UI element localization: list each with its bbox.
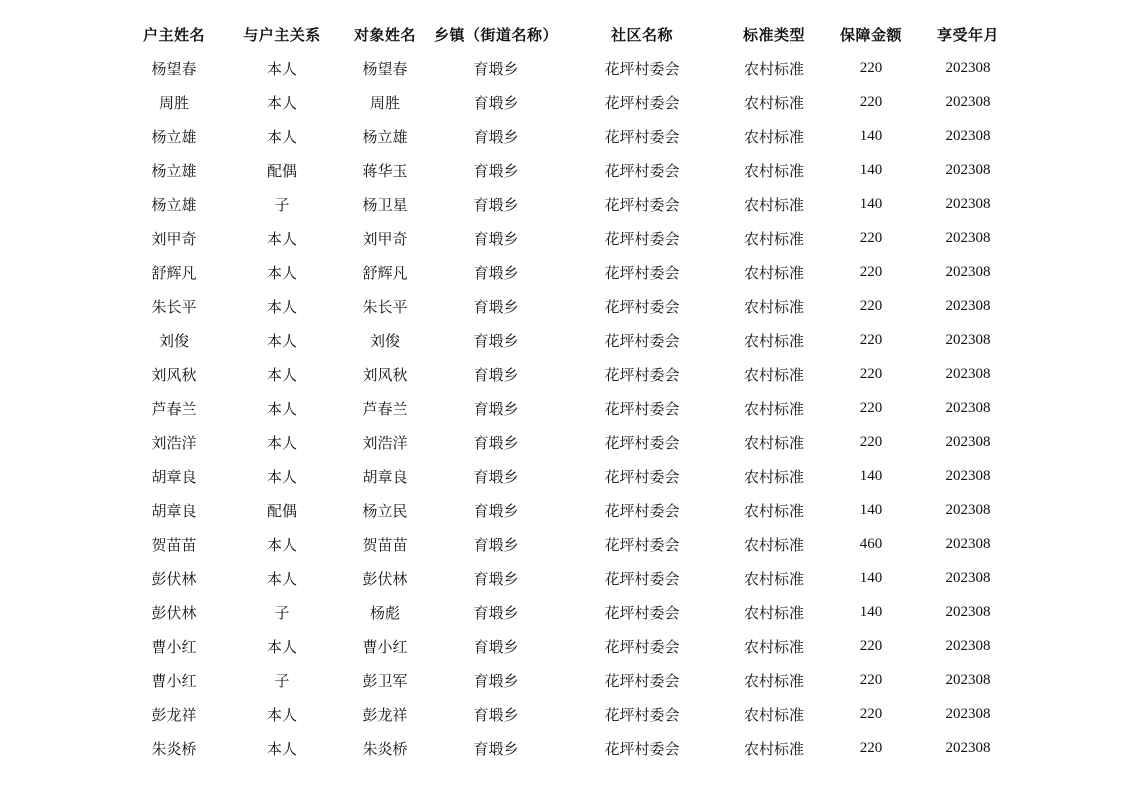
cell-community: 花坪村委会: [604, 637, 680, 656]
cell-amount: 140: [859, 161, 883, 178]
cell-month: 202308: [945, 195, 991, 212]
cell-standard-type: 农村标准: [744, 263, 805, 282]
cell-month: 202308: [945, 365, 991, 382]
cell-community: 花坪村委会: [604, 535, 680, 554]
cell-amount: 220: [859, 331, 883, 348]
table-row: [120, 357, 1016, 391]
table-row: [120, 153, 1016, 187]
cell-standard-type: 农村标准: [744, 59, 805, 78]
cell-relationship: 本人: [266, 467, 297, 486]
cell-township: 育塅乡: [473, 569, 519, 588]
cell-month: 202308: [945, 671, 991, 688]
cell-community: 花坪村委会: [604, 501, 680, 520]
cell-recipient-name: 刘风秋: [362, 365, 408, 384]
cell-recipient-name: 朱长平: [362, 297, 408, 316]
cell-household-head: 彭龙祥: [151, 705, 197, 724]
cell-township: 育塅乡: [473, 501, 519, 520]
cell-month: 202308: [945, 263, 991, 280]
cell-standard-type: 农村标准: [744, 229, 805, 248]
cell-community: 花坪村委会: [604, 331, 680, 350]
cell-relationship: 本人: [266, 93, 297, 112]
cell-amount: 220: [859, 263, 883, 280]
cell-township: 育塅乡: [473, 195, 519, 214]
cell-recipient-name: 彭卫军: [362, 671, 408, 690]
cell-amount: 220: [859, 93, 883, 110]
cell-household-head: 胡章良: [151, 467, 197, 486]
cell-relationship: 配偶: [266, 161, 297, 180]
cell-township: 育塅乡: [473, 161, 519, 180]
cell-household-head: 曹小红: [151, 671, 197, 690]
cell-amount: 220: [859, 297, 883, 314]
cell-community: 花坪村委会: [604, 93, 680, 112]
cell-household-head: 杨立雄: [151, 195, 197, 214]
cell-standard-type: 农村标准: [744, 433, 805, 452]
cell-relationship: 本人: [266, 263, 297, 282]
cell-recipient-name: 芦春兰: [362, 399, 408, 418]
cell-month: 202308: [945, 93, 991, 110]
cell-recipient-name: 杨卫星: [362, 195, 408, 214]
cell-community: 花坪村委会: [604, 161, 680, 180]
cell-standard-type: 农村标准: [744, 501, 805, 520]
cell-standard-type: 农村标准: [744, 195, 805, 214]
cell-township: 育塅乡: [473, 331, 519, 350]
cell-month: 202308: [945, 467, 991, 484]
cell-standard-type: 农村标准: [744, 127, 805, 146]
cell-community: 花坪村委会: [604, 569, 680, 588]
cell-recipient-name: 蒋华玉: [362, 161, 408, 180]
cell-month: 202308: [945, 501, 991, 518]
cell-standard-type: 农村标准: [744, 399, 805, 418]
cell-township: 育塅乡: [473, 93, 519, 112]
cell-recipient-name: 刘浩洋: [362, 433, 408, 452]
cell-month: 202308: [945, 161, 991, 178]
cell-township: 育塅乡: [473, 671, 519, 690]
cell-month: 202308: [945, 331, 991, 348]
table-row: [120, 493, 1016, 527]
cell-amount: 140: [859, 195, 883, 212]
cell-month: 202308: [945, 705, 991, 722]
table-row: [120, 187, 1016, 221]
cell-relationship: 子: [274, 603, 290, 622]
cell-amount: 220: [859, 399, 883, 416]
table-row: [120, 221, 1016, 255]
cell-relationship: 本人: [266, 433, 297, 452]
header-household-head: 户主姓名: [142, 25, 205, 44]
cell-community: 花坪村委会: [604, 739, 680, 758]
cell-household-head: 曹小红: [151, 637, 197, 656]
cell-month: 202308: [945, 127, 991, 144]
cell-recipient-name: 贺苗苗: [362, 535, 408, 554]
cell-community: 花坪村委会: [604, 603, 680, 622]
cell-household-head: 贺苗苗: [151, 535, 197, 554]
cell-community: 花坪村委会: [604, 399, 680, 418]
cell-month: 202308: [945, 603, 991, 620]
cell-standard-type: 农村标准: [744, 535, 805, 554]
cell-recipient-name: 曹小红: [362, 637, 408, 656]
cell-household-head: 刘浩洋: [151, 433, 197, 452]
cell-relationship: 本人: [266, 535, 297, 554]
cell-township: 育塅乡: [473, 229, 519, 248]
cell-amount: 140: [859, 603, 883, 620]
cell-relationship: 本人: [266, 365, 297, 384]
table-row: [120, 255, 1016, 289]
table-header-row: [120, 17, 1016, 51]
cell-recipient-name: 杨立民: [362, 501, 408, 520]
cell-community: 花坪村委会: [604, 467, 680, 486]
cell-standard-type: 农村标准: [744, 637, 805, 656]
cell-standard-type: 农村标准: [744, 569, 805, 588]
table-row: [120, 391, 1016, 425]
cell-relationship: 本人: [266, 739, 297, 758]
cell-amount: 220: [859, 739, 883, 756]
cell-amount: 220: [859, 433, 883, 450]
cell-amount: 220: [859, 59, 883, 76]
cell-recipient-name: 杨立雄: [362, 127, 408, 146]
cell-community: 花坪村委会: [604, 365, 680, 384]
cell-month: 202308: [945, 229, 991, 246]
header-amount: 保障金额: [840, 25, 903, 44]
cell-household-head: 刘甲奇: [151, 229, 197, 248]
cell-township: 育塅乡: [473, 263, 519, 282]
cell-month: 202308: [945, 637, 991, 654]
cell-standard-type: 农村标准: [744, 93, 805, 112]
cell-township: 育塅乡: [473, 433, 519, 452]
cell-household-head: 彭伏林: [151, 569, 197, 588]
cell-amount: 220: [859, 671, 883, 688]
cell-household-head: 芦春兰: [151, 399, 197, 418]
cell-community: 花坪村委会: [604, 229, 680, 248]
cell-relationship: 本人: [266, 637, 297, 656]
cell-amount: 460: [859, 535, 883, 552]
cell-community: 花坪村委会: [604, 195, 680, 214]
cell-standard-type: 农村标准: [744, 331, 805, 350]
cell-recipient-name: 刘俊: [369, 331, 400, 350]
cell-community: 花坪村委会: [604, 297, 680, 316]
cell-month: 202308: [945, 433, 991, 450]
cell-month: 202308: [945, 297, 991, 314]
cell-household-head: 胡章良: [151, 501, 197, 520]
table-row: [120, 731, 1016, 765]
cell-community: 花坪村委会: [604, 705, 680, 724]
cell-standard-type: 农村标准: [744, 297, 805, 316]
header-township: 乡镇（街道名称）: [434, 25, 559, 44]
cell-township: 育塅乡: [473, 127, 519, 146]
cell-recipient-name: 周胜: [369, 93, 400, 112]
cell-amount: 140: [859, 467, 883, 484]
cell-relationship: 子: [274, 195, 290, 214]
table-row: [120, 425, 1016, 459]
table-row: [120, 527, 1016, 561]
cell-amount: 140: [859, 127, 883, 144]
cell-relationship: 本人: [266, 569, 297, 588]
cell-household-head: 杨望春: [151, 59, 197, 78]
cell-recipient-name: 胡章良: [362, 467, 408, 486]
cell-standard-type: 农村标准: [744, 603, 805, 622]
cell-month: 202308: [945, 399, 991, 416]
table-row: [120, 697, 1016, 731]
cell-household-head: 朱长平: [151, 297, 197, 316]
header-relationship: 与户主关系: [243, 25, 321, 44]
cell-township: 育塅乡: [473, 467, 519, 486]
cell-standard-type: 农村标准: [744, 705, 805, 724]
cell-community: 花坪村委会: [604, 263, 680, 282]
cell-relationship: 子: [274, 671, 290, 690]
cell-month: 202308: [945, 569, 991, 586]
cell-household-head: 杨立雄: [151, 161, 197, 180]
cell-township: 育塅乡: [473, 739, 519, 758]
cell-township: 育塅乡: [473, 297, 519, 316]
cell-relationship: 本人: [266, 705, 297, 724]
cell-relationship: 配偶: [266, 501, 297, 520]
table-body: [120, 51, 1016, 765]
cell-relationship: 本人: [266, 127, 297, 146]
cell-township: 育塅乡: [473, 603, 519, 622]
cell-household-head: 朱炎桥: [151, 739, 197, 758]
cell-month: 202308: [945, 59, 991, 76]
cell-month: 202308: [945, 739, 991, 756]
cell-relationship: 本人: [266, 59, 297, 78]
benefit-roster-table: [120, 17, 1016, 765]
cell-township: 育塅乡: [473, 637, 519, 656]
cell-month: 202308: [945, 535, 991, 552]
cell-township: 育塅乡: [473, 705, 519, 724]
cell-household-head: 杨立雄: [151, 127, 197, 146]
cell-recipient-name: 舒辉凡: [362, 263, 408, 282]
cell-relationship: 本人: [266, 331, 297, 350]
header-recipient-name: 对象姓名: [353, 25, 416, 44]
cell-standard-type: 农村标准: [744, 365, 805, 384]
table-row: [120, 85, 1016, 119]
table-row: [120, 119, 1016, 153]
cell-amount: 140: [859, 569, 883, 586]
cell-household-head: 刘风秋: [151, 365, 197, 384]
cell-community: 花坪村委会: [604, 127, 680, 146]
cell-household-head: 彭伏林: [151, 603, 197, 622]
cell-community: 花坪村委会: [604, 59, 680, 78]
cell-community: 花坪村委会: [604, 671, 680, 690]
table-row: [120, 561, 1016, 595]
cell-standard-type: 农村标准: [744, 467, 805, 486]
cell-recipient-name: 彭伏林: [362, 569, 408, 588]
header-standard-type: 标准类型: [743, 25, 806, 44]
table-row: [120, 629, 1016, 663]
cell-recipient-name: 彭龙祥: [362, 705, 408, 724]
cell-standard-type: 农村标准: [744, 161, 805, 180]
cell-household-head: 刘俊: [158, 331, 189, 350]
table-row: [120, 595, 1016, 629]
table-row: [120, 289, 1016, 323]
cell-township: 育塅乡: [473, 365, 519, 384]
cell-household-head: 舒辉凡: [151, 263, 197, 282]
cell-standard-type: 农村标准: [744, 739, 805, 758]
cell-recipient-name: 杨彪: [369, 603, 400, 622]
table-row: [120, 459, 1016, 493]
cell-community: 花坪村委会: [604, 433, 680, 452]
cell-relationship: 本人: [266, 399, 297, 418]
cell-township: 育塅乡: [473, 535, 519, 554]
cell-amount: 220: [859, 229, 883, 246]
header-month: 享受年月: [937, 25, 1000, 44]
cell-recipient-name: 刘甲奇: [362, 229, 408, 248]
cell-amount: 220: [859, 705, 883, 722]
cell-amount: 220: [859, 365, 883, 382]
cell-amount: 220: [859, 637, 883, 654]
cell-recipient-name: 杨望春: [362, 59, 408, 78]
cell-standard-type: 农村标准: [744, 671, 805, 690]
cell-amount: 140: [859, 501, 883, 518]
cell-household-head: 周胜: [158, 93, 189, 112]
cell-relationship: 本人: [266, 229, 297, 248]
table-row: [120, 663, 1016, 697]
cell-township: 育塅乡: [473, 399, 519, 418]
header-community: 社区名称: [611, 25, 674, 44]
cell-recipient-name: 朱炎桥: [362, 739, 408, 758]
table-row: [120, 51, 1016, 85]
table-row: [120, 323, 1016, 357]
cell-township: 育塅乡: [473, 59, 519, 78]
cell-relationship: 本人: [266, 297, 297, 316]
